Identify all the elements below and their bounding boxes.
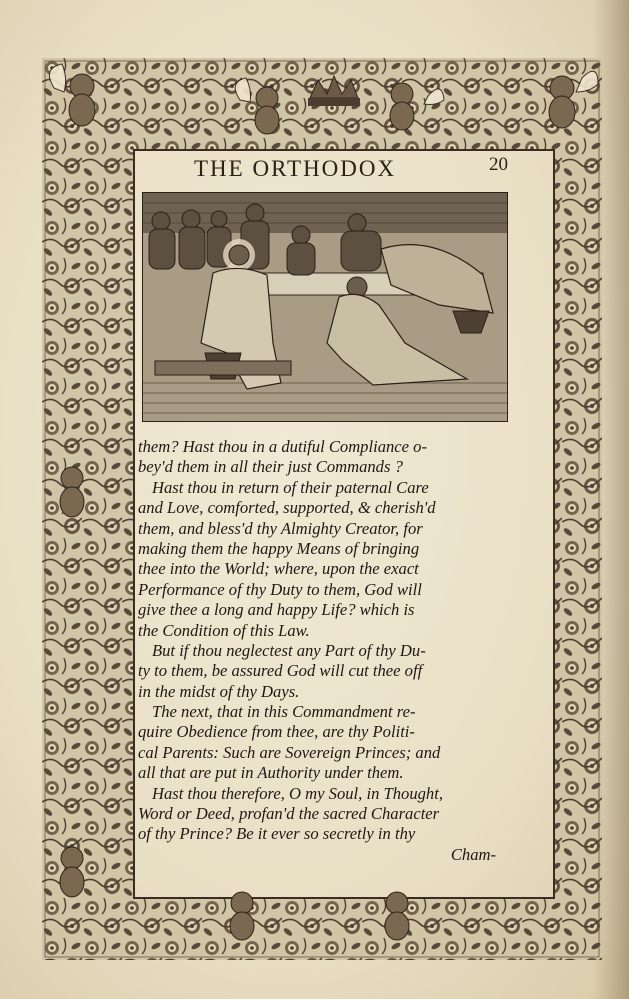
running-title: THE ORTHODOX bbox=[194, 156, 397, 181]
text-line: Hast thou therefore, O my Soul, in Thought, bbox=[152, 783, 443, 803]
text-line: them? Hast thou in a dutiful Compliance o- bbox=[138, 437, 427, 456]
engraving-illustration bbox=[142, 192, 508, 422]
text-block bbox=[138, 150, 510, 895]
text-line: cal Parents: Such are Sovereign Princes; and bbox=[138, 742, 441, 762]
text-line: quire Obedience from thee, are thy Politi- bbox=[138, 722, 415, 742]
text-line: ty to them, be assured God will cut thee off bbox=[138, 661, 423, 681]
text-line: and Love, comforted, supported, & cherish'd bbox=[138, 498, 436, 518]
catchword: Cham- bbox=[450, 844, 496, 864]
page-number: 20 bbox=[489, 154, 508, 175]
text-line: thee into the World; where, upon the exact bbox=[138, 559, 419, 579]
text-line: of thy Prince? Be it ever so secretly in thy bbox=[138, 824, 416, 844]
text-line: But if thou neglectest any Part of thy Du- bbox=[152, 640, 426, 660]
text-line: in the midst of thy Days. bbox=[138, 681, 300, 701]
text-line: all that are put in Authority under them. bbox=[138, 763, 404, 783]
text-line: Word or Deed, profan'd the sacred Character bbox=[138, 804, 440, 824]
text-line: them, and bless'd thy Almighty Creator, for bbox=[138, 518, 423, 538]
text-line: the Condition of this Law. bbox=[138, 620, 310, 640]
text-line: give thee a long and happy Life? which is bbox=[138, 600, 415, 620]
body-text bbox=[138, 437, 510, 865]
text-line: making them the happy Means of bringing bbox=[138, 538, 420, 558]
running-head bbox=[138, 150, 510, 186]
text-line: Performance of thy Duty to them, God will bbox=[138, 579, 422, 599]
text-line: The next, that in this Commandment re- bbox=[152, 702, 416, 722]
text-line: bey'd them in all their just Commands ? bbox=[138, 457, 403, 477]
text-line: Hast thou in return of their paternal Care bbox=[152, 477, 429, 497]
